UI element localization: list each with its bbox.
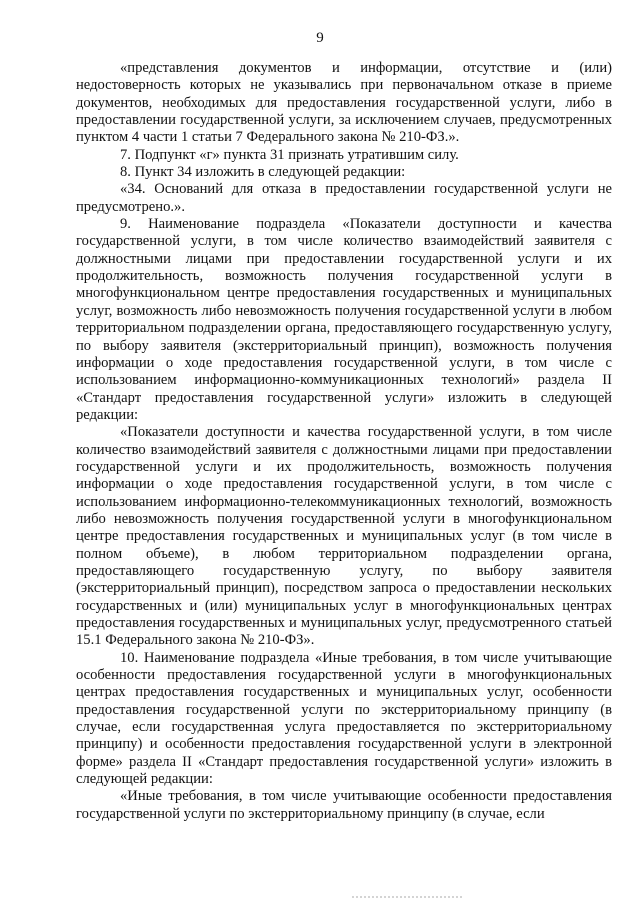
page-number: 9 <box>316 30 324 46</box>
paragraph-item-7: 7. Подпункт «г» пункта 31 признать утратившим силу. <box>120 146 459 163</box>
paragraph-item-10: 10. Наименование подраздела «Иные требования, в том числе учитывающие особенности предоставления государственной услуги в многофункциональных центрах предоставления государственных и муниципальных услуг, особенности предоставления государственной услуги по экстерриториальному принципу (в случае, если государственная услуга предоставляется по экстерриториальному принципу) и особенности предоставления государственной услуги в электронной форме» раздела II «Стандарт предоставления государственной услуги» изложить в следующей редакции: <box>76 649 612 788</box>
paragraph-item-9: 9. Наименование подраздела «Показатели доступности и качества государственной услуги, в том числе количество взаимодействий заявителя с должностными лицами при предоставлении государственной услуги и их продолжительность, возможность получения государственной услуги в многофункциональном центре предоставления государственных и муниципальных услуг, возможность либо невозможность получения государственной услуги в любом территориальном подразделении органа, предоставляющего государственную услугу, по выбору заявителя (экстерриториальный принцип), возможность получения информации о ходе предоставления государственной услуги, в том числе с использованием информационно-коммуникационных технологий» раздела II «Стандарт предоставления государственной услуги» изложить в следующей редакции: <box>76 216 612 423</box>
scan-mark <box>352 896 462 902</box>
paragraph-continuation: «представления документов и информации, отсутствие и (или) недостоверность которых не указывались при первоначальном отказе в приеме документов, необходимых для предоставления государственной услуги, либо в предоставлении государственной услуги, за исключением случаев, предусмотренных пунктом 4 части 1 статьи 7 Федерального закона № 210-ФЗ.». <box>76 60 612 146</box>
paragraph-item-8: 8. Пункт 34 изложить в следующей редакции: <box>120 164 406 181</box>
paragraph-item-10-quote: «Иные требования, в том числе учитывающие особенности предоставления государственной услуги по экстерриториальному принципу (в случае, если <box>76 788 612 822</box>
paragraph-item-9-quote: «Показатели доступности и качества государственной услуги, в том числе количество взаимодействий заявителя с должностными лицами при предоставлении государственной услуги и их продолжительность, возможность получения информации о ходе предоставления государственной услуги, в том числе с использованием информационно-телекоммуникационных технологий, возможность либо невозможность получения государственной услуги в многофункциональном центре предоставления государственных и муниципальных услуг (в том числе в полном объеме), в любом территориальном подразделении органа, предоставляющего государственную услугу, по выбору заявителя (экстерриториальный принцип), посредством запроса о предоставлении нескольких государственных и (или) муниципальных услуг в многофункциональных центрах предоставления государственных и муниципальных услуг, предусмотренного статьей 15.1 Федерального закона № 210-ФЗ». <box>76 424 612 649</box>
paragraph-item-34-quote: «34. Оснований для отказа в предоставлении государственной услуги не предусмотрено.». <box>76 181 612 215</box>
document-body <box>76 60 612 823</box>
